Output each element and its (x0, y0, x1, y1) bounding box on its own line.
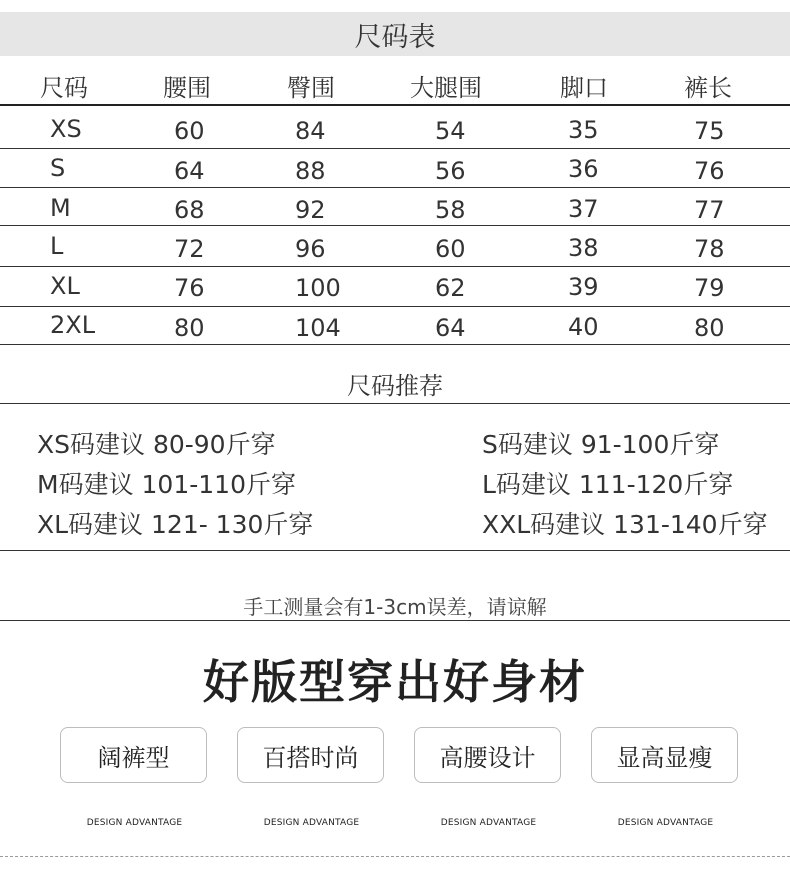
header-divider (0, 104, 790, 106)
pants-length-cell: 77 (694, 196, 725, 224)
waist-cell: 68 (174, 196, 205, 224)
header-pants-length: 裤长 (684, 74, 732, 102)
waist-cell: 80 (174, 314, 205, 342)
feature-badge: 高腰设计 (414, 727, 561, 783)
thigh-cell: 56 (435, 157, 466, 185)
waist-cell: 76 (174, 274, 205, 302)
measurement-note: 手工测量会有1-3cm误差，请谅解 (243, 595, 547, 619)
feature-caption: DESIGN ADVANTAGE (263, 818, 360, 828)
hip-cell: 104 (295, 314, 341, 342)
feature-badge: 百搭时尚 (237, 727, 384, 783)
recommendation-item: S码建议 91-100斤穿 (482, 430, 720, 459)
header-hip: 臀围 (287, 74, 335, 102)
hip-cell: 84 (295, 117, 326, 145)
thigh-cell: 60 (435, 235, 466, 263)
header-thigh: 大腿围 (410, 74, 482, 102)
header-waist: 腰围 (163, 74, 211, 102)
header-size: 尺码 (40, 74, 88, 102)
pants-length-cell: 75 (694, 117, 725, 145)
pants-length-cell: 78 (694, 235, 725, 263)
pants-length-cell: 76 (694, 157, 725, 185)
size-cell: M (50, 194, 71, 222)
feature-caption: DESIGN ADVANTAGE (617, 818, 714, 828)
leg-opening-cell: 35 (568, 116, 599, 144)
pants-length-cell: 79 (694, 274, 725, 302)
waist-cell: 72 (174, 235, 205, 263)
header-leg-opening: 脚口 (560, 74, 608, 102)
recommendation-item: XS码建议 80-90斤穿 (37, 430, 276, 459)
note-divider (0, 620, 790, 621)
recommendation-top-divider (0, 403, 790, 404)
hip-cell: 96 (295, 235, 326, 263)
feature-caption: DESIGN ADVANTAGE (86, 818, 183, 828)
leg-opening-cell: 38 (568, 234, 599, 262)
recommendation-bottom-divider (0, 550, 790, 551)
hip-cell: 88 (295, 157, 326, 185)
recommendation-item: M码建议 101-110斤穿 (37, 470, 296, 499)
size-cell: L (50, 232, 64, 260)
slogan-heading: 好版型穿出好身材 (203, 655, 587, 709)
table-bottom-divider (0, 344, 790, 345)
size-chart-title: 尺码表 (0, 12, 790, 56)
leg-opening-cell: 36 (568, 155, 599, 183)
dashed-divider (0, 856, 790, 857)
thigh-cell: 62 (435, 274, 466, 302)
recommendation-item: XXL码建议 131-140斤穿 (482, 510, 768, 539)
waist-cell: 60 (174, 117, 205, 145)
row-divider (0, 225, 790, 226)
leg-opening-cell: 40 (568, 313, 599, 341)
size-cell: XS (50, 115, 82, 143)
leg-opening-cell: 39 (568, 273, 599, 301)
leg-opening-cell: 37 (568, 195, 599, 223)
pants-length-cell: 80 (694, 314, 725, 342)
size-cell: 2XL (50, 311, 96, 339)
hip-cell: 92 (295, 196, 326, 224)
feature-caption: DESIGN ADVANTAGE (440, 818, 537, 828)
row-divider (0, 148, 790, 149)
row-divider (0, 187, 790, 188)
size-cell: S (50, 154, 66, 182)
size-recommendation-title: 尺码推荐 (347, 372, 443, 400)
size-cell: XL (50, 272, 80, 300)
feature-badge: 显高显瘦 (591, 727, 738, 783)
recommendation-item: XL码建议 121- 130斤穿 (37, 510, 314, 539)
waist-cell: 64 (174, 157, 205, 185)
thigh-cell: 54 (435, 117, 466, 145)
thigh-cell: 64 (435, 314, 466, 342)
row-divider (0, 306, 790, 307)
row-divider (0, 266, 790, 267)
recommendation-item: L码建议 111-120斤穿 (482, 470, 734, 499)
hip-cell: 100 (295, 274, 341, 302)
thigh-cell: 58 (435, 196, 466, 224)
feature-badge: 阔裤型 (60, 727, 207, 783)
